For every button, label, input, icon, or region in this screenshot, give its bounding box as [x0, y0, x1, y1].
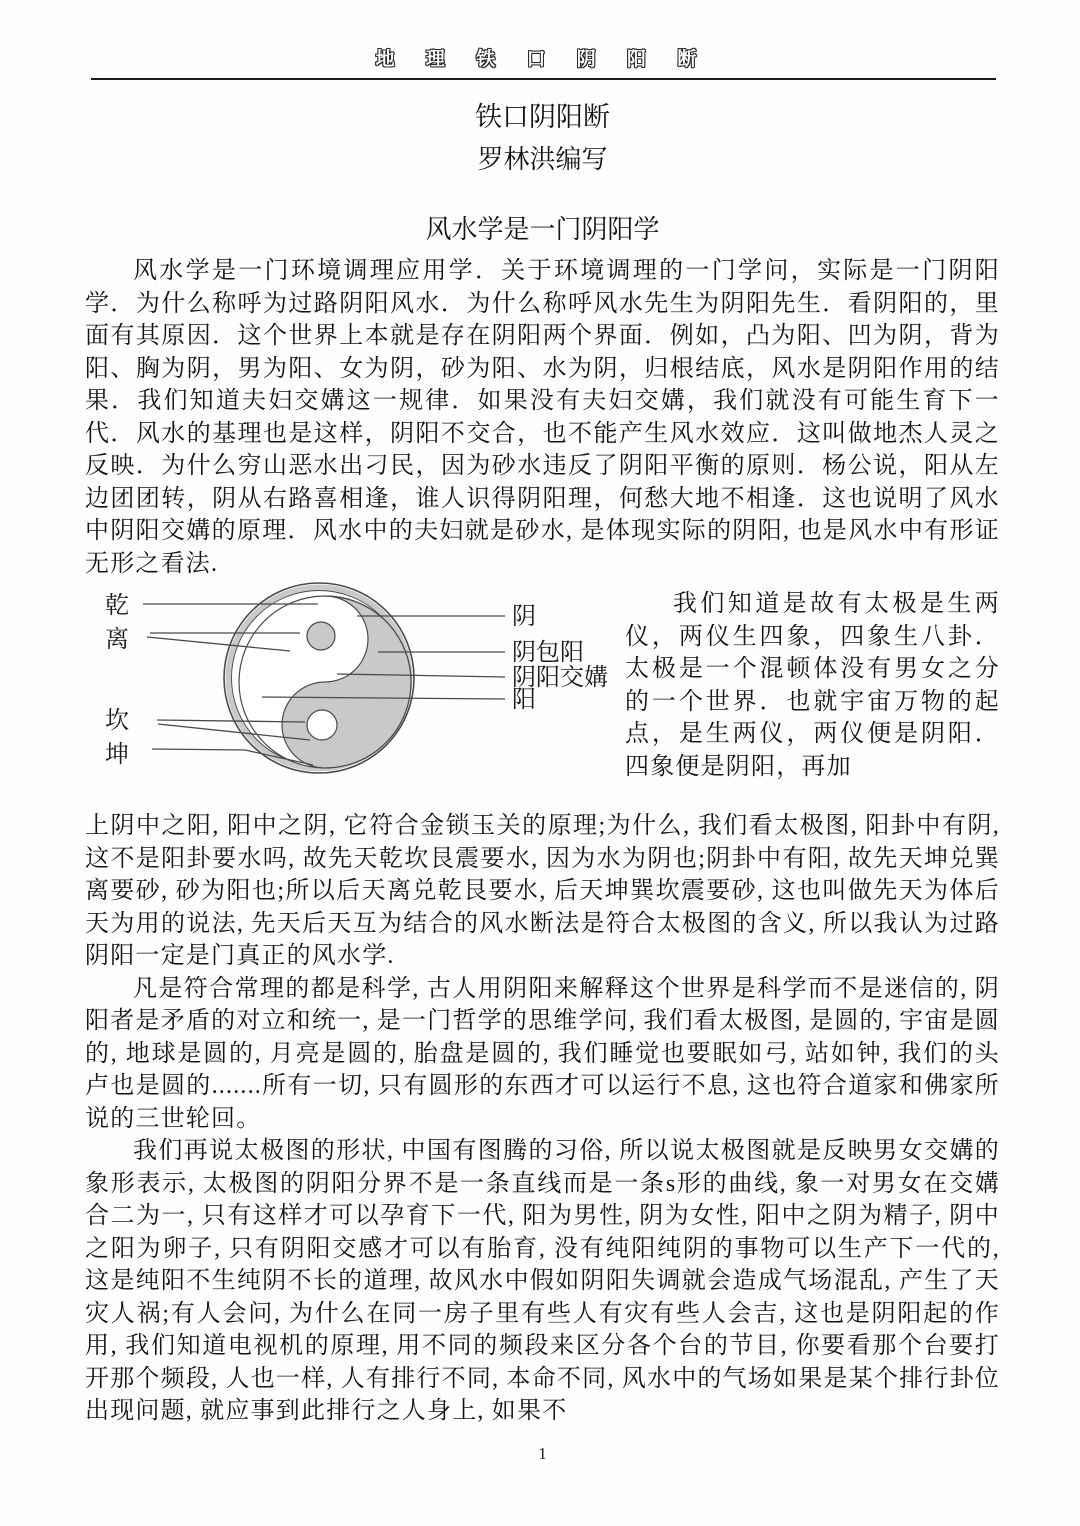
doc-author: 罗林洪编写 [477, 145, 608, 174]
diagram-label-yinbaoyang: 阴包阳 [512, 640, 584, 666]
paragraph-2-continued: 上阴中之阳, 阳中之阴, 它符合金锁玉关的原理;为什么, 我们看太极图, 阳卦中有阴, 这不是阳卦要水吗, 故先天乾坎艮震要水, 因为水为阴也;阴卦中有阳, 故先天坤兑巽离要砂, 砂为阳也;所以后天离兑乾艮要水, 后天坤巽坎震要砂, 这也叫做先天为体后天为用的说法, 先天后天互为结合的风水断法是符合太极图的含义, 所以我认为过路阴阳一定是门真正的风水学. [85, 813, 1000, 969]
doc-title: 铁口阴阳断 [475, 102, 610, 132]
header-rule [91, 78, 996, 80]
diagram-label-kun: 坤 [105, 742, 129, 768]
paragraph-3: 凡是符合常理的都是科学, 古人用阴阳来解释这个世界是科学而不是迷信的, 阴阳者是矛盾的对立和统一, 是一门哲学的思维学问, 我们看太极图, 是圆的, 宇宙是圆的, 地球是圆的, 月亮是圆的, 胎盘是圆的, 我们睡觉也要眠如弓, 站如钟, 我们的头卢也是圆的.......所有一切, 只有圆形的东西才可以运行不息, 这也符合道家和佛家所说的三世轮回。 [85, 975, 1000, 1132]
taiji-diagram [85, 580, 625, 810]
yin-dot [307, 622, 335, 650]
diagram-label-yin: 阴 [512, 604, 536, 630]
diagram-label-yinyangjiaogou: 阴阳交媾 [512, 665, 608, 691]
page-number: 1 [538, 1443, 547, 1463]
paragraph-2-beside-figure: 我们知道是故有太极是生两仪，两仪生四象，四象生八卦．太极是一个混顿体没有男女之分的一个世界．也就宇宙万物的起点，是生两仪，两仪便是阴阳．四象便是阴阳，再加 [625, 591, 1000, 780]
figure-row [85, 580, 1000, 810]
section-heading: 风水学是一门阴阳学 [425, 215, 660, 244]
yang-dot [307, 710, 337, 740]
diagram-label-kan: 坎 [105, 708, 129, 734]
diagram-label-qian: 乾 [105, 593, 129, 619]
paragraph-1: 风水学是一门环境调理应用学．关于环境调理的一门学问，实际是一门阴阳学．为什么称呼为过路阴阳风水．为什么称呼风水先生为阴阳先生．看阴阳的，里面有其原因．这个世界上本就是存在阴阳两个界面．例如，凸为阳、凹为阴，背为阳、胸为阴，男为阳、女为阴，砂为阳、水为阴，归根结底，风水是阴阳作用的结果．我们知道夫妇交媾这一规律．如果没有夫妇交媾，我们就没有可能生育下一代．风水的基理也是这样，阴阳不交合，也不能产生风水效应．这叫做地杰人灵之反映．为什么穷山恶水出刁民，因为砂水违反了阴阳平衡的原则．杨公说，阳从左边团团转，阴从右路喜相逢，谁人识得阴阳理，何愁大地不相逢．这也说明了风水中阴阳交媾的原理．风水中的夫妇就是砂水, 是体现实际的阴阳, 也是风水中有形证无形之看法. [85, 258, 1000, 577]
diagram-label-yang: 阳 [512, 687, 536, 713]
paragraph-4: 我们再说太极图的形状, 中国有图腾的习俗, 所以说太极图就是反映男女交媾的象形表示, 太极图的阴阳分界不是一条直线而是一条s形的曲线, 象一对男女在交媾合二为一, 只有这样才可以孕育下一代, 阳为男性, 阴为女性, 阳中之阴为精子, 阴中之阳为卵子, 只有阴阳交感才可以有胎育, 没有纯阳纯阴的事物可以生产下一代的, 这是纯阳不生纯阴不长的道理, 故风水中假如阴阳失调就会造成气场混乱, 产生了天灾人祸;有人会问, 为什么在同一房子里有些人有灾有些人会吉, 这也是阴阳起的作用, 我们知道电视机的原理, 用不同的频段来区分各个台的节目, 你要看那个台要打开那个频段, 人也一样, 人有排行不同, 本命不同, 风水中的气场如果是某个排行卦位出现问题, 就应事到此排行之人身上, 如果不 [85, 1138, 1000, 1424]
diagram-label-li: 离 [105, 627, 129, 653]
page-header-text: 地 理 铁 口 阴 阳 断 [375, 49, 710, 70]
